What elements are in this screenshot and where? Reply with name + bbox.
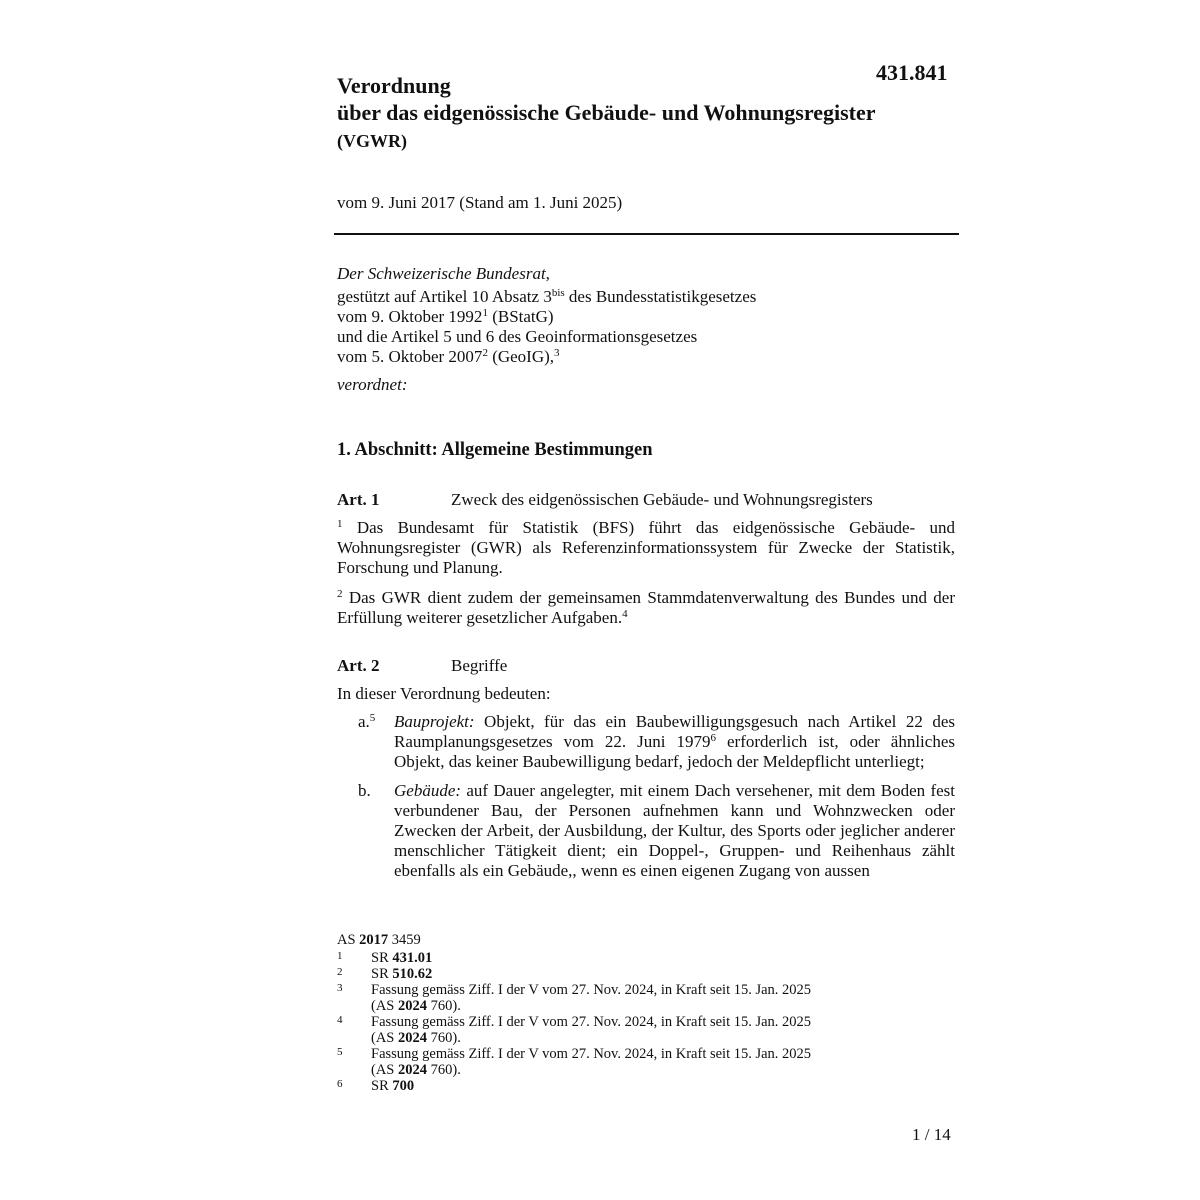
footnote-text: (AS <box>371 1062 398 1078</box>
document-title <box>337 72 876 156</box>
term-bauprojekt: Bauprojekt: <box>394 712 475 731</box>
footnote-text: Fassung gemäss Ziff. I der V vom 27. Nov. 2024, in Kraft seit 15. Jan. 2025 <box>371 1014 812 1030</box>
footnote-ref-3[interactable]: 3 <box>554 347 560 359</box>
article-1-paragraph-2 <box>337 588 955 628</box>
preamble-line-2-text: vom 9. Oktober 1992 <box>337 307 483 326</box>
footnote-5 <box>337 1046 957 1078</box>
list-marker-b: b. <box>358 781 371 800</box>
footnote-3 <box>337 982 957 1014</box>
header-divider <box>334 233 959 235</box>
article-2-intro: In dieser Verordnung bedeuten: <box>337 684 551 703</box>
footnote-1 <box>337 950 957 966</box>
footnote-number: 5 <box>337 1046 343 1058</box>
article-1-number: Art. 1 <box>337 490 380 509</box>
footnote-text: Fassung gemäss Ziff. I der V vom 27. Nov. 2024, in Kraft seit 15. Jan. 2025 <box>371 982 812 998</box>
footnote-text: Fassung gemäss Ziff. I der V vom 27. Nov. 2024, in Kraft seit 15. Jan. 2025 <box>371 1046 812 1062</box>
footnote-line-2 <box>371 1062 957 1078</box>
preamble-authority: Der Schweizerische Bundesrat, <box>337 264 550 283</box>
preamble-line-4-text: vom 5. Oktober 2007 <box>337 347 483 366</box>
preamble-line-4-rest: (GeoIG), <box>487 347 555 366</box>
as-page: 3459 <box>388 932 421 948</box>
paragraph-number: 1 <box>337 518 343 530</box>
footnote-ref-5[interactable]: 5 <box>369 712 376 724</box>
list-item-b-body <box>394 781 955 881</box>
as-prefix: AS <box>337 932 360 948</box>
list-item-a <box>337 712 955 774</box>
footnote-text: SR <box>371 1078 393 1094</box>
footnote-bold: 2024 <box>398 1030 427 1046</box>
list-item-a-body <box>394 712 955 772</box>
footnote-number: 4 <box>337 1014 343 1026</box>
title-line-2: über das eidgenössische Gebäude- und Wohnungsregister <box>337 100 876 125</box>
footnote-ref-4[interactable]: 4 <box>622 608 628 620</box>
footnote-number: 3 <box>337 982 343 994</box>
footnote-number: 6 <box>337 1078 343 1090</box>
list-item-b <box>337 781 955 881</box>
paragraph-number: 2 <box>337 588 343 600</box>
preamble-line-2 <box>337 307 957 327</box>
preamble <box>337 264 957 395</box>
preamble-line-1-rest: des Bundesstatistikgesetzes <box>564 287 757 306</box>
footnote-line-2 <box>371 998 957 1014</box>
title-line-1: Verordnung <box>337 73 451 98</box>
footnote-ref-2[interactable]: 2 <box>482 347 488 359</box>
list-item-a-text: Objekt, für das ein Baubewilligungsgesuch nach Artikel 22 des Raumplanungsgesetzes vom 22. Juni 1979 <box>394 712 955 751</box>
article-1-heading <box>337 490 957 512</box>
footnote-number: 1 <box>337 950 343 962</box>
footnote-bold: 2024 <box>398 1062 427 1078</box>
footnote-text: SR <box>371 966 393 982</box>
superscript-bis: bis <box>551 287 565 299</box>
article-1-paragraph-1 <box>337 518 955 578</box>
footnote-text: 760). <box>427 1030 461 1046</box>
title-abbreviation: (VGWR) <box>337 131 407 151</box>
footnote-line-2 <box>371 1030 957 1046</box>
preamble-line-1-text: gestützt auf Artikel 10 Absatz 3 <box>337 287 552 306</box>
footnote-as-reference <box>337 932 957 948</box>
footnote-2 <box>337 966 957 982</box>
footnotes <box>337 932 957 1094</box>
sr-number: 431.841 <box>876 60 948 85</box>
paragraph-text: Das Bundesamt für Statistik (BFS) führt das eidgenössische Gebäude- und Wohnungsregister (GWR) als Referenzinformationssystem für Zwecke der Statistik, Forschung und Planung. <box>337 518 955 577</box>
article-2-title: Begriffe <box>451 656 508 675</box>
footnote-text: 760). <box>427 998 461 1014</box>
footnote-text: SR <box>371 950 393 966</box>
list-marker-a <box>358 712 375 732</box>
preamble-ordains: verordnet: <box>337 375 408 394</box>
footnote-ref-6[interactable]: 6 <box>710 732 716 744</box>
list-item-a-text-rest: erforderlich ist, oder ähnliches Objekt, das keiner Baubewilligung bedarf, jedoch der Meldepflicht unterliegt; <box>394 732 955 771</box>
paragraph-text: Das GWR dient zudem der gemeinsamen Stammdatenverwaltung des Bundes und der Erfüllung weiterer gesetzlicher Aufgaben. <box>337 588 955 627</box>
article-2-number: Art. 2 <box>337 656 380 675</box>
preamble-line-4 <box>337 347 957 367</box>
footnote-6 <box>337 1078 957 1094</box>
footnote-bold: 2024 <box>398 998 427 1014</box>
footnote-number: 2 <box>337 966 343 978</box>
preamble-line-2-rest: (BStatG) <box>487 307 554 326</box>
article-2-heading <box>337 656 957 678</box>
footnote-bold: 431.01 <box>392 950 433 966</box>
article-1-title: Zweck des eidgenössischen Gebäude- und Wohnungsregisters <box>451 490 873 509</box>
footnote-ref-1[interactable]: 1 <box>482 307 488 319</box>
footnote-text: (AS <box>371 1030 398 1046</box>
list-marker-a-text: a. <box>358 712 370 731</box>
footnote-bold: 700 <box>392 1078 415 1094</box>
list-item-b-text: auf Dauer angelegter, mit einem Dach versehener, mit dem Boden fest verbundener Bau, der Personen aufnehmen kann und Wohnzwecken oder Zwecken der Arbeit, der Ausbildung, der Kultur, des Sports oder jeglicher anderer menschlicher Tätigkeit dient; ein Doppel-, Gruppen- und Reihenhaus zählt ebenfalls als ein Gebäude,, wenn es einen eigenen Zugang von aussen <box>394 781 955 880</box>
as-year: 2017 <box>359 932 389 948</box>
footnote-bold: 510.62 <box>392 966 433 982</box>
preamble-line-1 <box>337 287 957 307</box>
term-gebaeude: Gebäude: <box>394 781 462 800</box>
page-number: 1 / 14 <box>912 1125 951 1144</box>
footnote-text: (AS <box>371 998 398 1014</box>
date-line: vom 9. Juni 2017 (Stand am 1. Juni 2025) <box>337 193 623 212</box>
footnote-text: 760). <box>427 1062 461 1078</box>
footnote-4 <box>337 1014 957 1046</box>
section-heading: 1. Abschnitt: Allgemeine Bestimmungen <box>337 440 653 460</box>
preamble-line-3: und die Artikel 5 und 6 des Geoinformationsgesetzes <box>337 327 698 346</box>
